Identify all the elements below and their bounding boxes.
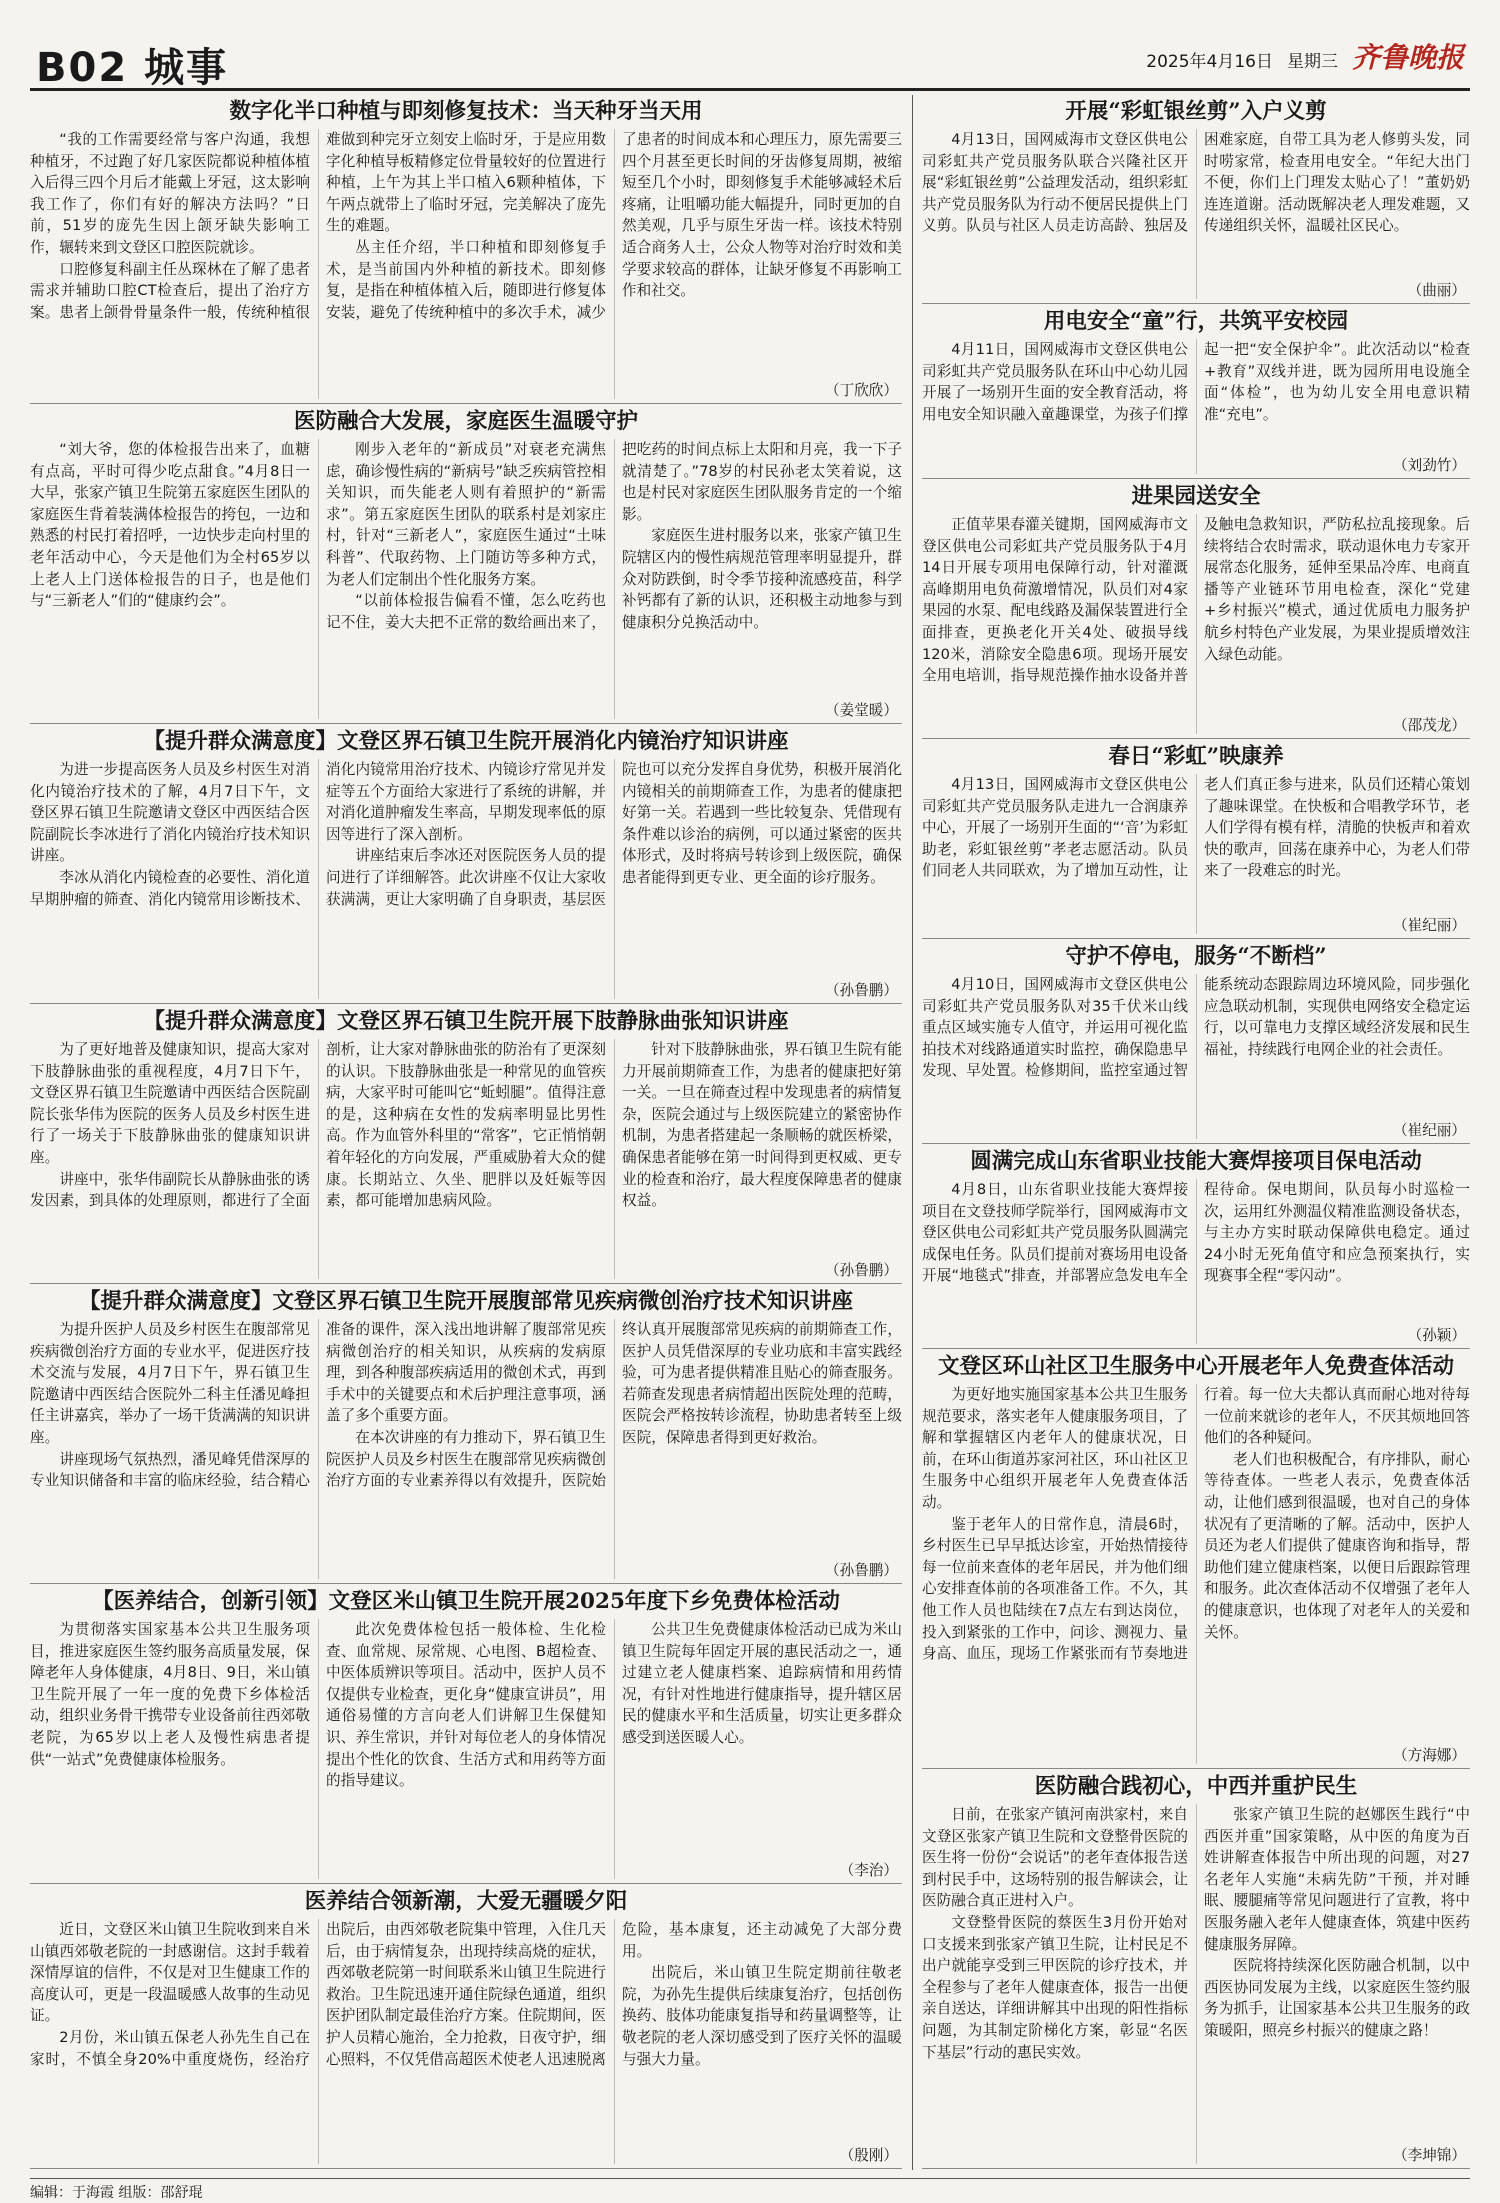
article-headline: 开展“彩虹银丝剪”入户义剪: [1065, 99, 1327, 124]
left-article-4: [30, 1005, 902, 1284]
article-headline: 文登区环山社区卫生服务中心开展老年人免费查体活动: [937, 1354, 1454, 1379]
article-paragraph: 为贯彻落实国家基本公共卫生服务项目，推进家庭医生签约服务高质量发展，保障老年人身体健康，4月8日、9日，米山镇卫生院开展了一年一度的免费下乡体检活动，组织业务骨干携带专业设备前往西郊敬老院，为65岁以上老人及慢性病患者提供“一站式”免费健康体检服务。: [30, 1621, 310, 1768]
article-paragraph: 鉴于老年人的日常作息，清晨6时，乡村医生已早早抵达诊室，开始热情接待每一位前来查体的老年居民，并为他们细心安排查体前的各项准备工作。不久，其他工作人员也陆续在7点左右到达岗位，投入到紧张的工作中，问诊、测视力、量身高、血压，现场工作紧张而有节奏地进行着。每一位大夫都认真而耐心地对待每一位前来就诊的老年人，不厌其烦地回答他们的各种疑问。: [922, 1386, 1470, 1663]
right-article-1: [922, 95, 1470, 304]
right-article-7: [922, 1350, 1470, 1769]
article-headline: 【提升群众满意度】文登区界石镇卫生院开展腹部常见疾病微创治疗技术知识讲座: [78, 1289, 853, 1314]
article-body: [30, 1619, 902, 1879]
article-paragraph: 正值苹果春灌关键期，国网威海市文登区供电公司彩虹共产党员服务队于4月14日开展专项用电保障行动，针对灌溉高峰期用电负荷激增情况，队员们对4家果园的水泵、配电线路及漏保装置进行全面排查，更换老化开关4处、破损导线120米，消除安全隐患6项。现场开展安全用电培训，指导规范操作抽水设备并普及触电急救知识，严防私拉乱接现象。后续将结合农时需求，联动退休电力专家开展常态化服务，延伸至果品冷库、电商直播等产业链环节用电检查，深化“党建+乡村振兴”模式，通过优质电力服务护航乡村特色产业发展，为果业提质增效注入绿色动能。: [922, 516, 1470, 685]
article-body: [922, 1179, 1470, 1344]
article-paragraph: 4月8日，山东省职业技能大赛焊接项目在文登技师学院举行，国网威海市文登区供电公司彩虹共产党员服务队圆满完成保电任务。队员们提前对赛场用电设备开展“地毯式”排查，并部署应急发电车全程待命。保电期间，队员每小时巡检一次，运用红外测温仪精准监测设备状态，与主办方实时联动保障供电稳定。通过24小时无死角值守和应急预案执行，实现赛事全程“零闪动”。: [922, 1181, 1470, 1285]
left-article-7: [30, 1885, 902, 2169]
article-byline: （方海娜）: [1389, 1744, 1466, 1765]
article-byline: （孙鲁鹏）: [821, 1559, 898, 1580]
article-paragraph: 近日，文登区米山镇卫生院收到来自米山镇西郊敬老院的一封感谢信。这封手载着深情厚谊的信件，不仅是对卫生健康工作的高度认可，更是一段温暖感人故事的生动见证。: [30, 1921, 310, 2025]
article-headline: 春日“彩虹”映康养: [1108, 744, 1284, 769]
article-byline: （孙鲁鹏）: [821, 1259, 898, 1280]
article-paragraph: 丛主任介绍，半口种植和即刻修复手术，是当前国内外种植的新技术。即刻修复，是指在种植体植入后，随即进行修复体安装，避免了传统种植中的多次手术，减少了患者的时间成本和心理压力，原先需要三四个月甚至更长时间的牙齿修复周期，被缩短至几个小时，即刻修复手术能够减轻术后疼痛，让咀嚼功能大幅提升，同时更加的自然美观，几乎与原生牙齿一样。该技术特别适合商务人士，公众人物等对治疗时效和美学要求较高的群体，让缺牙修复不再影响工作和社交。: [326, 131, 902, 321]
article-headline: 守护不停电，服务“不断档”: [1065, 944, 1327, 969]
right-article-8: [922, 1770, 1470, 2169]
article-headline: 医防融合践初心，中西并重护民生: [1034, 1774, 1358, 1799]
article-paragraph: 张家产镇卫生院的赵娜医生践行“中西医并重”国家策略，从中医的角度为百姓讲解查体报告中所出现的问题，对27名老年人实施“未病先防”干预，并对睡眠、腰腿痛等常见问题进行了宣教，将中医服务融入老年人健康查体，筑建中医药健康服务屏障。: [1204, 1806, 1470, 1953]
article-paragraph: 出院后，米山镇卫生院定期前往敬老院，为孙先生提供后续康复治疗，包括创伤换药、肢体功能康复指导和药量调整等，让敬老院的老人深切感受到了医疗关怀的温暖与强大力量。: [622, 1964, 902, 2068]
page-footer: 编辑：于海霞 组版：邵舒琨: [30, 2178, 1470, 2202]
article-byline: （李治）: [836, 1859, 898, 1880]
article-paragraph: 讲座结束后李冰还对医院医务人员的提问进行了详细解答。此次讲座不仅让大家收获满满，更让大家明确了自身职责，基层医院也可以充分发挥自身优势，积极开展消化内镜相关的前期筛查工作，为患者的健康把好第一关。若遇到一些比较复杂、凭借现有条件难以诊治的病例，可以通过紧密的医共体形式，及时将病号转诊到上级医院，确保患者能得到更专业、更全面的诊疗服务。: [326, 761, 902, 908]
article-headline: 圆满完成山东省职业技能大赛焊接项目保电活动: [970, 1149, 1422, 1174]
article-headline: 医养结合领新潮，大爱无疆暖夕阳: [304, 1889, 628, 1914]
article-paragraph: “以前体检报告偏看不懂，怎么吃药也记不住，姜大夫把不正常的数给画出来了，把吃药的时间点标上太阳和月亮，我一下子就清楚了。”78岁的村民孙老太笑着说，这也是村民对家庭医生团队服务肯定的一个缩影。: [326, 441, 902, 631]
left-article-1: [30, 95, 902, 404]
right-article-3: [922, 480, 1470, 739]
right-article-5: [922, 940, 1470, 1144]
right-article-2: [922, 305, 1470, 479]
right-article-4: [922, 740, 1470, 939]
article-headline: 【医养结合，创新引领】文登区米山镇卫生院开展2025年度下乡免费体检活动: [92, 1589, 840, 1614]
article-paragraph: “刘大爷，您的体检报告出来了，血糖有点高，平时可得少吃点甜食。”4月8日一大早，张家产镇卫生院第五家庭医生团队的家庭医生背着装满体检报告的挎包，一边和熟悉的村民打着招呼，一边快步走向村里的老年活动中心，今天是他们为全村65岁以上老人上门送体检报告的日子，也是他们与“三新老人”们的“健康约会”。: [30, 441, 310, 610]
article-body: [922, 514, 1470, 734]
article-byline: （姜堂暖）: [821, 699, 898, 720]
article-byline: （孙鲁鹏）: [821, 979, 898, 1000]
article-headline: 【提升群众满意度】文登区界石镇卫生院开展下肢静脉曲张知识讲座: [143, 1009, 789, 1034]
article-paragraph: 在本次讲座的有力推动下，界石镇卫生院医护人员及乡村医生在腹部常见疾病微创治疗方面的专业素养得以有效提升，医院始终认真开展腹部常见疾病的前期筛查工作，医护人员凭借深厚的专业功底和丰富实践经验，可为患者提供精准且贴心的筛查服务。若筛查发现患者病情超出医院处理的范畴，医院会严格按转诊流程，协助患者转至上级医院，保障患者得到更好救治。: [326, 1321, 902, 1490]
article-paragraph: 4月13日，国网威海市文登区供电公司彩虹共产党员服务队联合兴隆社区开展“彩虹银丝剪”公益理发活动，组织彩虹共产党员服务队为行动不便居民提供上门义剪。队员与社区人员走访高龄、独居及困难家庭，自带工具为老人修剪头发，同时唠家常，检查用电安全。“年纪大出门不便，你们上门理发太贴心了！”董奶奶连连道谢。活动既解决老人理发难题，又传递组织关怀，温暖社区民心。: [922, 131, 1470, 235]
article-byline: （曲丽）: [1404, 279, 1466, 300]
article-headline: 用电安全“童”行，共筑平安校园: [1043, 309, 1349, 334]
article-paragraph: 为提升医护人员及乡村医生在腹部常见疾病微创治疗方面的专业水平，促进医疗技术交流与发展，4月7日下午，界石镇卫生院邀请中西医结合医院外二科主任潘见峰担任主讲嘉宾，举办了一场干货满满的知识讲座。: [30, 1321, 310, 1446]
page-label: B02 城事: [36, 45, 229, 91]
article-paragraph: 4月11日，国网威海市文登区供电公司彩虹共产党员服务队在环山中心幼儿园开展了一场别开生面的安全教育活动，将用电安全知识融入童趣课堂，为孩子们撑起一把“安全保护伞”。此次活动以“检查+教育”双线并进，既为园所用电设施全面“体检”，也为幼儿安全用电意识精准“充电”。: [922, 341, 1470, 423]
article-paragraph: “我的工作需要经常与客户沟通，我想种植牙，不过跑了好几家医院都说种植体植入后得三四个月后才能戴上牙冠，这太影响我工作了，你们有好的解决方法吗？”日前，51岁的庞先生因上颌牙缺失影响工作，辗转来到文登区口腔医院就诊。: [30, 131, 310, 256]
article-body: [30, 439, 902, 719]
article-paragraph: 为了更好地普及健康知识，提高大家对下肢静脉曲张的重视程度，4月7日下午，文登区界石镇卫生院邀请中西医结合医院副院长张华伟为医院的医务人员及乡村医生进行了一场关于下肢静脉曲张的健康知识讲座。: [30, 1041, 310, 1166]
article-paragraph: 讲座现场气氛热烈，潘见峰凭借深厚的专业知识储备和丰富的临床经验，结合精心准备的课件，深入浅出地讲解了腹部常见疾病微创治疗的相关知识，从疾病的发病原理，到各种腹部疾病适用的微创术式，再到手术中的关键要点和术后护理注意事项，涵盖了多个重要方面。: [30, 1321, 606, 1490]
article-paragraph: 家庭医生进村服务以来，张家产镇卫生院辖区内的慢性病规范管理率明显提升，群众对防跌倒，时令季节接种流感疫苗，科学补钙都有了新的认识，还积极主动地参与到健康积分兑换活动中。: [622, 527, 902, 631]
issue-date: 2025年4月16日: [1146, 52, 1273, 72]
article-body: [922, 974, 1470, 1139]
article-paragraph: 此次免费体检包括一般体检、生化检查、血常规、尿常规、心电图、B超检查、中医体质辨识等项目。活动中，医护人员不仅提供专业检查，更化身“健康宣讲员”，用通俗易懂的方言向老人们讲解卫生保健知识、养生常识，并针对每位老人的身体情况提出个性化的饮食、生活方式和用药等方面的指导建议。: [326, 1621, 606, 1790]
article-headline: 进果园送安全: [1131, 484, 1261, 509]
article-paragraph: 李冰从消化内镜检查的必要性、消化道早期肿瘤的筛查、消化内镜常用诊断技术、消化内镜常用治疗技术、内镜诊疗常见并发症等五个方面给大家进行了系统的讲解，并对消化道肿瘤发生率高，早期发现率低的原因等进行了深入剖析。: [30, 761, 606, 908]
article-paragraph: 医院将持续深化医防融合机制，以中西医协同发展为主线，以家庭医生签约服务为抓手，让国家基本公共卫生服务的政策暖阳，照亮乡村振兴的健康之路！: [1204, 1957, 1470, 2039]
left-article-3: [30, 725, 902, 1004]
issue-weekday: 星期三: [1286, 52, 1338, 72]
article-paragraph: 4月10日，国网威海市文登区供电公司彩虹共产党员服务队对35千伏米山线重点区域实施专人值守，并运用可视化监拍技术对线路通道实时监控，确保隐患早发现、早处置。检修期间，监控室通过智能系统动态跟踪周边环境风险，同步强化应急联动机制，实现供电网络安全稳定运行，以可靠电力支撑区域经济发展和民生福祉，持续践行电网企业的社会责任。: [922, 976, 1470, 1080]
column-divider: [912, 95, 913, 2170]
left-article-5: [30, 1285, 902, 1584]
article-body: [922, 1384, 1470, 1764]
article-paragraph: 为进一步提高医务人员及乡村医生对消化内镜治疗技术的了解，4月7日下午，文登区界石镇卫生院邀请文登区中西医结合医院副院长李冰进行了消化内镜治疗技术知识讲座。: [30, 761, 310, 865]
article-paragraph: 文登整骨医院的蔡医生3月份开始对口支援来到张家产镇卫生院，让村民足不出户就能享受到三甲医院的诊疗技术，并全程参与了老年人健康查体，报告一出便亲自送达，详细讲解其中出现的阳性指标问题，为其制定阶梯化方案，彰显“名医下基层”行动的惠民实效。: [922, 1913, 1188, 2061]
article-headline: 【提升群众满意度】文登区界石镇卫生院开展消化内镜治疗知识讲座: [143, 729, 789, 754]
article-paragraph: 日前，在张家产镇河南洪家村，来自文登区张家产镇卫生院和文登整骨医院的医生将一份份“会说话”的老年查体报告送到村民手中，这场特别的报告解读会，让医防融合真正进村入户。: [922, 1806, 1188, 1910]
article-body: [30, 1319, 902, 1579]
article-byline: （丁欣欣）: [821, 379, 898, 400]
article-paragraph: 刚步入老年的“新成员”对衰老充满焦虑，确诊慢性病的“新病号”缺乏疾病管控相关知识，而失能老人则有着照护的“新需求”。第五家庭医生团队的联系村是刘家庄村，针对“三新老人”，家庭医生通过“土味科普”、代取药物、上门随访等多种方式，为老人们定制出个性化服务方案。: [326, 441, 606, 588]
article-body: [922, 339, 1470, 474]
article-body: [30, 1039, 902, 1279]
article-body: [922, 1804, 1470, 2164]
article-body: [30, 129, 902, 399]
article-paragraph: 公共卫生免费健康体检活动已成为米山镇卫生院每年固定开展的惠民活动之一，通过建立老人健康档案、追踪病情和用药情况，有针对性地进行健康指导，提升辖区居民的健康水平和生活质量，切实让更多群众感受到送医暖人心。: [622, 1621, 902, 1746]
article-paragraph: 针对下肢静脉曲张，界石镇卫生院有能力开展前期筛查工作，为患者的健康把好第一关。一旦在筛查过程中发现患者的病情复杂，医院会通过与上级医院建立的紧密协作机制，为患者搭建起一条顺畅的就医桥梁，确保患者能够在第一时间得到更权威、更专业的检查和治疗，最大程度保障患者的健康权益。: [622, 1041, 902, 1210]
article-paragraph: 4月13日，国网威海市文登区供电公司彩虹共产党员服务队走进九一合润康养中心，开展了一场别开生面的“‘音’为彩虹助老，彩虹银丝剪”孝老志愿活动。队员们同老人共同联欢，为了增加互动性，让老人们真正参与进来，队员们还精心策划了趣味课堂。在快板和合唱教学环节，老人们学得有模有样，清脆的快板声和着欢快的歌声，回荡在康养中心，为老人们带来了一段难忘的时光。: [922, 776, 1470, 880]
article-body: [922, 129, 1470, 299]
article-paragraph: 口腔修复科副主任丛琛林在了解了患者需求并辅助口腔CT检查后，提出了治疗方案。患者上颌骨骨量条件一般，传统种植很难做到种完牙立刻安上临时牙，于是应用数字化种植导板精修定位骨量较好的位置进行种植，上午为其上半口植入6颗种植体，下午两点就带上了临时牙冠，完美解决了庞先生的难题。: [30, 131, 606, 321]
article-byline: （李坤锦）: [1389, 2144, 1466, 2165]
article-body: [922, 774, 1470, 934]
article-byline: （殷刚）: [836, 2144, 898, 2165]
article-byline: （崔纪丽）: [1389, 1119, 1466, 1140]
article-paragraph: 为更好地实施国家基本公共卫生服务规范要求，落实老年人健康服务项目，了解和掌握辖区内老年人的健康状况，日前，在环山街道苏家河社区，环山社区卫生服务中心组织开展老年人免费查体活动。: [922, 1386, 1188, 1511]
article-byline: （邵茂龙）: [1389, 714, 1466, 735]
article-paragraph: 讲座中，张华伟副院长从静脉曲张的诱发因素，到具体的处理原则，都进行了全面剖析，让大家对静脉曲张的防治有了更深刻的认识。下肢静脉曲张是一种常见的血管疾病，大家平时可能叫它“蚯蚓腿”。值得注意的是，这种病在女性的发病率明显比男性高。作为血管外科里的“常客”，它正悄悄朝着年轻化的方向发展，严重威胁着大众的健康。长期站立、久坐、肥胖以及妊娠等因素，都可能增加患病风险。: [30, 1041, 606, 1210]
article-body: [30, 1919, 902, 2164]
article-headline: 医防融合大发展，家庭医生温暖守护: [293, 409, 638, 434]
left-article-2: [30, 405, 902, 724]
article-byline: （崔纪丽）: [1389, 914, 1466, 935]
right-article-6: [922, 1145, 1470, 1349]
article-byline: （孙颖）: [1404, 1324, 1466, 1345]
article-paragraph: 老人们也积极配合，有序排队，耐心等待查体。一些老人表示，免费查体活动，让他们感到很温暖，也对自己的身体状况有了更清晰的了解。活动中，医护人员还为老人们提供了健康咨询和指导，帮助他们建立健康档案，以便日后跟踪管理和服务。此次查体活动不仅增强了老年人的健康意识，也体现了对老年人的关爱和关怀。: [1204, 1450, 1470, 1641]
paper-logo: 齐鲁晚报: [1351, 41, 1464, 74]
masthead: [30, 18, 1470, 91]
article-headline: 数字化半口种植与即刻修复技术：当天种牙当天用: [229, 99, 703, 124]
left-article-6: [30, 1585, 902, 1884]
article-byline: （刘劲竹）: [1389, 454, 1466, 475]
masthead-info: [1146, 36, 1464, 76]
article-body: [30, 759, 902, 999]
article-paragraph: 2月份，米山镇五保老人孙先生自己在家时，不慎全身20%中重度烧伤，经治疗出院后，由西郊敬老院集中管理，入住几天后，由于病情复杂，出现持续高烧的症状，西郊敬老院第一时间联系米山镇卫生院进行救治。卫生院迅速开通住院绿色通道，组织医护团队制定最佳治疗方案。住院期间，医护人员精心施治，全力抢救，日夜守护，细心照料，不仅凭借高超医术使老人迅速脱离危险，基本康复，还主动减免了大部分费用。: [30, 1921, 902, 2068]
